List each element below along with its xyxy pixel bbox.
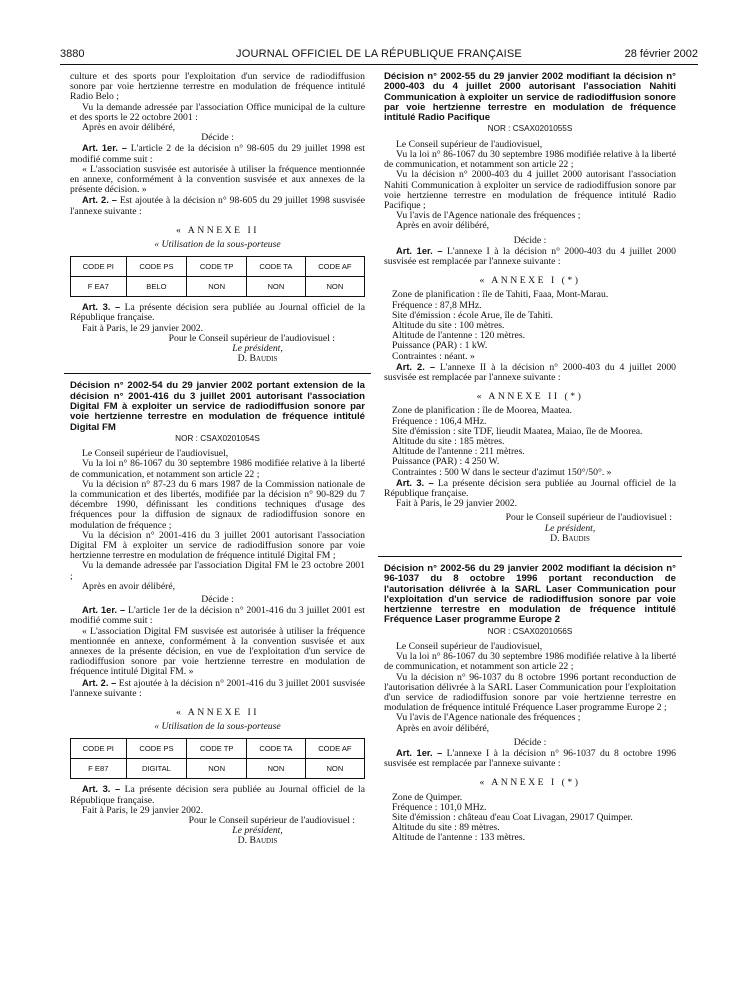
article-text: La présente décision sera publiée au Journal officiel de la République française.: [384, 477, 676, 499]
article-label: Art. 1er. –: [82, 605, 126, 616]
annexe-subtitle: « Utilisation de la sous-porteuse: [154, 721, 281, 733]
left-column: [70, 72, 365, 847]
article-label: Art. 1er. –: [396, 245, 443, 256]
list-item: Altitude du site : 185 mètres.: [392, 435, 505, 447]
paragraph: Vu la décision n° 87-23 du 6 mars 1987 de la Commission nationale de la communication et des libertés, modifiée par la décision n° 90-829 du 7 décembre 1990, définissant les conditions techniques d'usage des fréquences pour la diffusion de signaux de radiodiffusion sonore en modulation de fréquence ;: [70, 478, 365, 531]
article-3: [70, 784, 365, 805]
nor-reference: NOR : CSAX0201055S: [487, 124, 573, 134]
header-rule: [60, 64, 698, 65]
fait: Fait à Paris, le 29 janvier 2002.: [82, 804, 204, 816]
quote: « L'association Digital FM susvisée est autorisée à utiliser la fréquence mentionnée en annexe, conformément à la convention susvisée et aux annexes de la présente décision, en vue de l'exploitation d'un service de radiodiffusion sonore par voie hertzienne terrestre en modulation de fréquence intitulé Digital FM. »: [70, 625, 365, 678]
table-cell: DIGITAL: [126, 759, 187, 779]
decide-heading: Décide :: [513, 736, 547, 748]
table-cell: NON: [187, 759, 247, 779]
right-column: [384, 72, 676, 844]
paragraph: Vu la loi n° 86-1067 du 30 septembre 1986 modifiée relative à la liberté de communication, et notamment son article 22 ;: [70, 458, 365, 480]
signature-name: D. Baudis: [550, 532, 590, 544]
annexe-list: [392, 406, 676, 477]
table-cell: F EA7: [71, 277, 127, 297]
page-number: 3880: [60, 48, 85, 60]
paragraph: Après en avoir délibéré,: [82, 580, 176, 592]
signature-line: Pour le Conseil supérieur de l'audiovisuel :: [505, 512, 672, 524]
table-header: CODE TP: [187, 739, 247, 759]
paragraph: Vu la loi n° 86-1067 du 30 septembre 1986 modifiée relative à la liberté de communication, et notamment son article 22 ;: [384, 651, 676, 673]
list-item: Site d'émission : site TDF, lieudit Maatea, Maiao, île de Moorea.: [392, 425, 643, 437]
signature-line: Pour le Conseil supérieur de l'audiovisuel :: [188, 815, 355, 827]
article-2: [384, 362, 676, 383]
list-item: Zone de Quimper.: [392, 791, 463, 803]
paragraph: Vu l'avis de l'Agence nationale des fréquences ;: [396, 210, 581, 222]
nor-reference: NOR : CSAX0201054S: [175, 433, 260, 443]
table-cell: NON: [187, 277, 247, 297]
table-row: [71, 759, 365, 779]
article-text: La présente décision sera publiée au Journal officiel de la République française.: [70, 302, 365, 324]
quote: « L'association susvisée est autorisée à utiliser la fréquence mentionnée en annexe, conformément à la convention susvisée et aux annexes de la présente décision. »: [70, 163, 365, 196]
subcarrier-table: [70, 738, 365, 779]
article-label: Art. 1er. –: [82, 143, 127, 154]
article-label: Art. 2. –: [396, 361, 435, 372]
issue-date: 28 février 2002: [624, 48, 698, 60]
article-label: Art. 3. –: [82, 784, 121, 795]
paragraph: Après en avoir délibéré,: [82, 122, 176, 134]
signature-role: Le président,: [544, 522, 596, 534]
paragraph: Vu l'avis de l'Agence nationale des fréquences ;: [396, 712, 581, 724]
paragraph: Vu la loi n° 86-1067 du 30 septembre 1986 modifiée relative à la liberté de communication, et notamment son article 22 ;: [384, 148, 676, 171]
list-item: Zone de planification : île de Tahiti, Faaa, Mont-Marau.: [392, 289, 609, 301]
decision-title: Décision n° 2002-54 du 29 janvier 2002 portant extension de la décision n° 2001-416 du 3 juillet 2001 autorisant l'association Digital FM à exploiter un service de radiodiffusion sonore par voie hertzienne terrestre en modulation de fréquence intitulé Digital FM: [70, 380, 365, 433]
list-item: Altitude de l'antenne : 211 mètres.: [392, 446, 525, 458]
decision-title: Décision n° 2002-55 du 29 janvier 2002 modifiant la décision n° 2000-403 du 4 juillet 2000 autorisant l'association Nahiti Communication à exploiter un service de radiodiffusion sonore par voie hertzienne terrestre en modulation de fréquence intitulé Radio Pacifique: [384, 71, 676, 124]
table-header: CODE PI: [71, 257, 127, 277]
table-header-row: [71, 739, 365, 759]
paragraph: Le Conseil supérieur de l'audiovisuel,: [396, 138, 543, 150]
table-header: CODE AF: [305, 739, 364, 759]
article-label: Art. 2. –: [82, 677, 117, 688]
table-cell: NON: [305, 759, 364, 779]
article-text: L'annexe I à la décision n° 2000-403 du 4 juillet 2000 susvisée est remplacée par l'annexe suivante :: [384, 245, 676, 267]
signature-role: Le président,: [232, 825, 283, 837]
list-item: Site d'émission : école Arue, île de Tahiti.: [392, 309, 553, 321]
table-header: CODE AF: [305, 257, 364, 277]
paragraph: Après en avoir délibéré,: [396, 722, 490, 734]
list-item: Fréquence : 106,4 MHz.: [392, 415, 487, 427]
paragraph: Le Conseil supérieur de l'audiovisuel,: [82, 448, 229, 460]
list-item: Contraintes : néant. »: [392, 350, 475, 362]
annexe-list: [392, 793, 676, 844]
article-text: La présente décision sera publiée au Journal officiel de la République française.: [70, 784, 365, 806]
table-cell: F E87: [71, 759, 127, 779]
annexe-title: « ANNEXE II (*): [476, 391, 584, 403]
article-2: [70, 678, 365, 699]
table-cell: NON: [305, 277, 364, 297]
journal-title: JOURNAL OFFICIEL DE LA RÉPUBLIQUE FRANÇAISE: [236, 48, 522, 60]
article-1: [384, 246, 676, 267]
article-text: Est ajoutée à la décision n° 98-605 du 29 juillet 1998 susvisée l'annexe suivante :: [70, 195, 365, 217]
list-item: Altitude de l'antenne : 120 mètres.: [392, 330, 526, 342]
paragraph: culture et des sports pour l'exploitation d'un service de radiodiffusion sonore par voie hertzienne terrestre en modulation de fréquence intitulé Radio Belo ;: [70, 71, 365, 103]
list-item: Zone de planification : île de Moorea, Maatea.: [392, 405, 572, 417]
table-header: CODE PS: [126, 739, 187, 759]
table-row: [71, 277, 365, 297]
table-cell: BELO: [126, 277, 187, 297]
fait: Fait à Paris, le 29 janvier 2002.: [82, 322, 204, 334]
decide-heading: Décide :: [513, 234, 547, 246]
article-1: [70, 143, 365, 164]
signature-role: Le président,: [232, 343, 283, 355]
table-header: CODE PI: [71, 739, 127, 759]
annexe-title: « ANNEXE II: [176, 707, 259, 719]
list-item: Altitude du site : 100 mètres.: [392, 319, 505, 331]
table-header-row: [71, 257, 365, 277]
paragraph: Vu la décision n° 2000-403 du 4 juillet 2000 autorisant l'association Nahiti Communication à exploiter un service de radiodiffusion sonore par voie hertzienne terrestre en modulation de fréquence intitulé Radio Pacifique ;: [384, 169, 676, 211]
paragraph: Vu la décision n° 2001-416 du 3 juillet 2001 autorisant l'association Digital FM à exploiter un service de radiodiffusion sonore par voie hertzienne terrestre en modulation de fréquence intitulé Digital FM ;: [70, 529, 365, 562]
decision-title: Décision n° 2002-56 du 29 janvier 2002 modifiant la décision n° 96-1037 du 8 octobre 1996 portant reconduction de l'autorisation délivrée à la SARL Laser Communication pour l'exploitation d'un service de radiodiffusion sonore par voie hertzienne terrestre en modulation de fréquence intitulé Fréquence Laser programme Europe 2: [384, 563, 676, 626]
list-item: Contraintes : 500 W dans le secteur d'azimut 150°/50°. »: [392, 466, 612, 478]
paragraph: Le Conseil supérieur de l'audiovisuel,: [396, 640, 543, 652]
paragraph: Vu la demande adressée par l'association Digital FM le 23 octobre 2001 ;: [70, 560, 365, 582]
paragraph: Vu la décision n° 96-1037 du 8 octobre 1996 portant reconduction de l'autorisation délivrée à la SARL Laser Communication pour l'exploitation d'un service de radiodiffusion sonore par voie hertzienne terrestre en modulation de fréquence intitulé Fréquence Laser programme Europe 2 ;: [384, 671, 676, 714]
list-item: Puissance (PAR) : 4 250 W.: [392, 456, 500, 468]
fait: Fait à Paris, le 29 janvier 2002.: [396, 498, 518, 510]
table-header: CODE TA: [247, 257, 306, 277]
list-item: Fréquence : 87,8 MHz.: [392, 299, 482, 311]
article-3: [384, 478, 676, 499]
annexe-title: « ANNEXE II: [176, 224, 259, 236]
table-cell: NON: [247, 277, 306, 297]
table-header: CODE PS: [126, 257, 187, 277]
annexe-title: « ANNEXE I (*): [479, 275, 581, 287]
signature-line: Pour le Conseil supérieur de l'audiovisuel :: [168, 332, 335, 344]
list-item: Altitude du site : 89 mètres.: [392, 822, 500, 834]
paragraph: Vu la demande adressée par l'association Office municipal de la culture et des sports le 22 octobre 2001 :: [70, 101, 365, 123]
subcarrier-table: [70, 256, 365, 297]
section-divider: [64, 373, 371, 374]
article-1: [384, 748, 676, 769]
annexe-list: [392, 290, 676, 361]
article-text: L'article 2 de la décision n° 98-605 du 29 juillet 1998 est modifié comme suit :: [70, 143, 365, 165]
annexe-title: « ANNEXE I (*): [479, 777, 581, 789]
paragraph: Après en avoir délibéré,: [396, 220, 490, 232]
annexe-subtitle: « Utilisation de la sous-porteuse: [154, 239, 281, 251]
article-label: Art. 3. –: [82, 302, 121, 313]
decide-heading: Décide :: [201, 132, 234, 144]
signature-name: D. Baudis: [237, 835, 278, 847]
decide-heading: Décide :: [201, 594, 234, 605]
article-label: Art. 1er. –: [396, 748, 443, 759]
table-cell: NON: [247, 759, 306, 779]
page-header: [60, 46, 698, 64]
article-2: [70, 195, 365, 216]
signature-name: D. Baudis: [237, 353, 278, 365]
table-header: CODE TA: [247, 739, 306, 759]
article-text: L'annexe II à la décision n° 2000-403 du 4 juillet 2000 susvisée est remplacée par l'annexe suivante :: [384, 361, 677, 383]
article-text: Est ajoutée à la décision n° 2001-416 du 3 juillet 2001 susvisée l'annexe suivante :: [70, 677, 365, 699]
article-text: L'annexe I à la décision n° 96-1037 du 8 octobre 1996 susvisée est remplacée par l'annexe suivante :: [384, 748, 676, 770]
list-item: Site d'émission : château d'eau Coat Livagan, 29017 Quimper.: [392, 812, 633, 824]
list-item: Puissance (PAR) : 1 kW.: [392, 340, 488, 352]
article-3: [70, 302, 365, 323]
article-label: Art. 3. –: [396, 477, 434, 488]
article-1: [70, 605, 365, 626]
list-item: Fréquence : 101,0 MHz.: [392, 801, 487, 813]
article-label: Art. 2. –: [82, 195, 117, 206]
list-item: Altitude de l'antenne : 133 mètres.: [392, 832, 526, 844]
table-header: CODE TP: [187, 257, 247, 277]
section-divider: [378, 556, 682, 557]
nor-reference: NOR : CSAX0201056S: [487, 626, 573, 636]
article-text: L'article 1er de la décision n° 2001-416 du 3 juillet 2001 est modifié comme suit :: [70, 605, 365, 627]
